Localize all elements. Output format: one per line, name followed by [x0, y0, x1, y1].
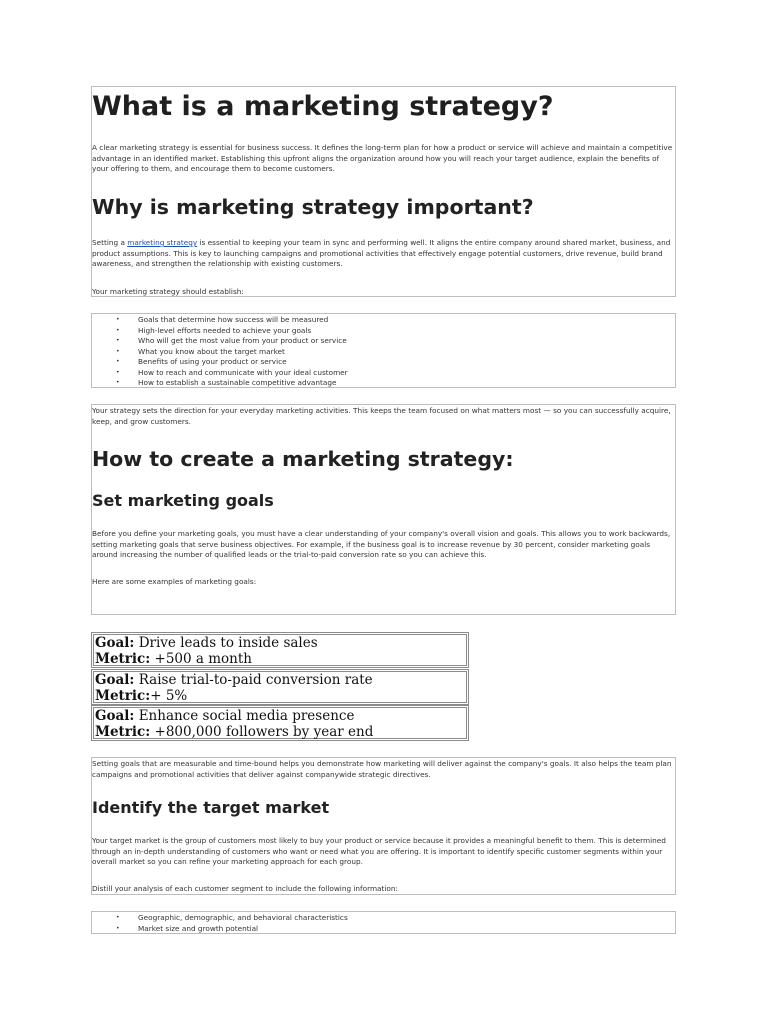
metric-text: + 5%	[150, 688, 188, 704]
why-text-after: is essential to keeping your team in sync and performing well. It aligns the entire company around shared market, business, and product assumptions. This is key to launching campaigns and promotional activities that effectively engage potential customers, drive revenue, build brand awareness, and strengthen the relationship with existing customers.	[92, 238, 671, 269]
distill-text: Distill your analysis of each customer segment to include the following information:	[92, 884, 398, 893]
metric-line	[95, 688, 187, 704]
list-item	[92, 378, 675, 389]
segment-list-box	[91, 911, 676, 934]
goal-label: Goal:	[95, 635, 135, 651]
goal-label: Goal:	[95, 672, 135, 688]
metric-label: Metric:	[95, 724, 151, 740]
list-item	[92, 368, 675, 379]
goal-box	[91, 632, 469, 668]
goal-box-frame	[93, 634, 467, 666]
direction-paragraph: Your strategy sets the direction for your everyday marketing activities. This keeps the team focused on what matters most — so you can successfully acquire, keep, and grow customers.	[92, 406, 671, 426]
list-item-text: Geographic, demographic, and behavioral characteristics	[138, 913, 348, 922]
setting-goals-paragraph: Setting goals that are measurable and time-bound helps you demonstrate how marketing will deliver against the company's goals. It also helps the team plan campaigns and promotional activities that deliver against companywide strategic directives.	[92, 759, 672, 779]
list-item	[92, 326, 675, 337]
why-heading: Why is marketing strategy important?	[92, 195, 534, 219]
marketing-strategy-link[interactable]: marketing strategy	[127, 238, 198, 247]
examples-intro: Here are some examples of marketing goals:	[92, 577, 257, 586]
how-to-section	[91, 404, 676, 615]
list-item-text: What you know about the target market	[138, 346, 285, 356]
goal-line	[95, 672, 373, 688]
bullet-icon: •	[116, 326, 120, 334]
goal-box	[91, 705, 469, 741]
metric-line	[95, 724, 373, 740]
goal-text: Enhance social media presence	[134, 708, 355, 724]
bullet-icon: •	[116, 379, 120, 386]
list-item-text: Benefits of using your product or service	[138, 357, 287, 366]
bullet-icon: •	[116, 924, 120, 932]
target-market-heading: Identify the target market	[92, 798, 330, 817]
metric-line	[95, 651, 252, 667]
how-to-heading: How to create a marketing strategy:	[92, 447, 514, 471]
goal-text: Raise trial-to-paid conversion rate	[134, 672, 373, 688]
bullet-icon: •	[116, 337, 120, 344]
metric-label: Metric:	[95, 688, 151, 704]
list-item-text: Goals that determine how success will be measured	[138, 315, 329, 324]
goals-paragraph: Before you define your marketing goals, you must have a clear understanding of your company's overall vision and goals. This allows you to work backwards, setting marketing goals that serve business objectives. For example, if the business goal is to increase revenue by 30 percent, consider marketing goals around increasing the number of qualified leads or the trial-to-paid conversion rate so you can achieve this.	[92, 529, 671, 560]
goal-line	[95, 635, 318, 651]
goal-box	[91, 669, 469, 705]
list-item-text: How to establish a sustainable competitive advantage	[138, 378, 337, 387]
page-title: What is a marketing strategy?	[92, 91, 554, 122]
why-text-before: Setting a	[92, 238, 128, 247]
bullet-icon: •	[116, 316, 120, 323]
bullet-icon: •	[116, 368, 120, 376]
goal-box-frame	[93, 671, 467, 703]
list-item-text: Market size and growth potential	[138, 923, 259, 933]
target-market-section	[91, 757, 676, 895]
why-paragraph	[92, 238, 673, 270]
establish-list-box	[91, 313, 676, 388]
establish-list	[92, 315, 675, 389]
list-item-text: How to reach and communicate with your ideal customer	[138, 367, 348, 377]
goal-text: Drive leads to inside sales	[134, 635, 318, 651]
segment-list	[92, 913, 675, 934]
list-item-text: Who will get the most value from your product or service	[138, 336, 347, 345]
should-establish-text: Your marketing strategy should establish:	[92, 287, 244, 296]
list-item	[92, 924, 675, 935]
bullet-icon: •	[116, 358, 120, 365]
bullet-icon: •	[116, 347, 120, 355]
set-goals-heading: Set marketing goals	[92, 491, 274, 510]
list-item	[92, 347, 675, 358]
list-item	[92, 357, 675, 368]
list-item	[92, 913, 675, 924]
list-item	[92, 336, 675, 347]
list-item-text: High-level efforts needed to achieve your goals	[138, 325, 312, 335]
target-paragraph: Your target market is the group of customers most likely to buy your product or service because it provides a meaningful benefit to them. This is determined through an in-depth understanding of customers who want or need what you are offering. It is important to identify specific customer segments within your overall market so you can refine your marketing approach for each group.	[92, 836, 666, 867]
metric-text: +500 a month	[150, 651, 252, 667]
intro-paragraph: A clear marketing strategy is essential for business success. It defines the long-term plan for how a product or service will achieve and maintain a competitive advantage in an identified market. Establishing this upfront aligns the organization around how you will reach your target audience, explain the benefits of your offering to them, and encourage them to become customers.	[92, 143, 673, 174]
goal-box-frame	[93, 707, 467, 739]
bullet-icon: •	[116, 914, 120, 921]
goal-label: Goal:	[95, 708, 135, 724]
intro-section	[91, 86, 676, 297]
goal-line	[95, 708, 354, 724]
metric-text: +800,000 followers by year end	[150, 724, 374, 740]
list-item	[92, 315, 675, 326]
metric-label: Metric:	[95, 651, 151, 667]
